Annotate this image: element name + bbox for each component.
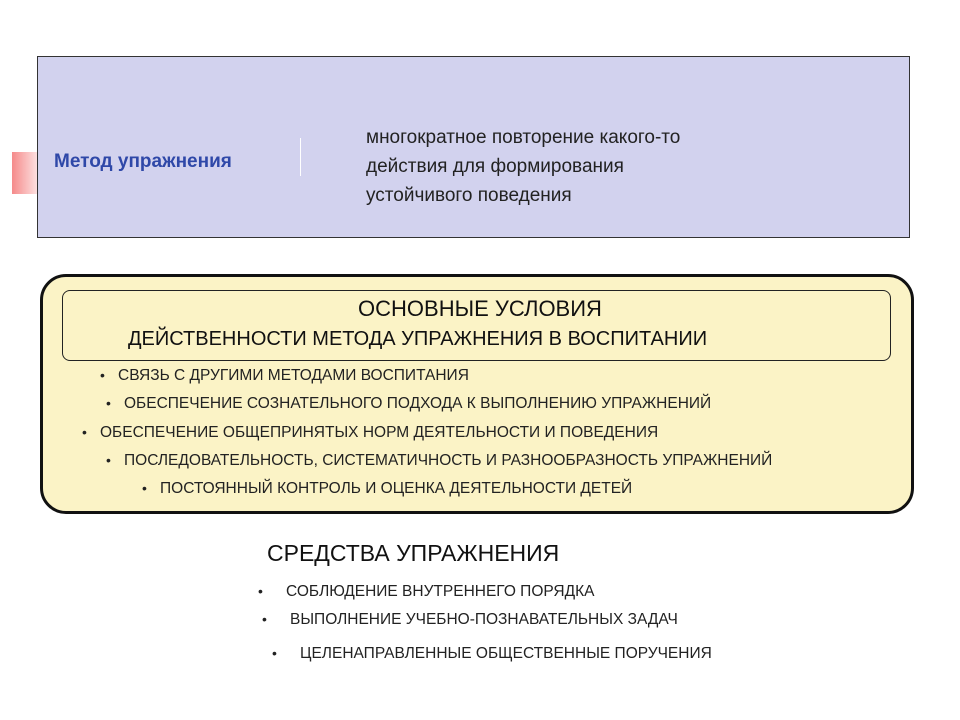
- bullet-icon: •: [258, 583, 263, 599]
- conditions-item-text: ОБЕСПЕЧЕНИЕ ОБЩЕПРИНЯТЫХ НОРМ ДЕЯТЕЛЬНОСТИ И ПОВЕДЕНИЯ: [100, 424, 659, 441]
- means-title: СРЕДСТВА УПРАЖНЕНИЯ: [267, 540, 560, 566]
- means-item-text: СОБЛЮДЕНИЕ ВНУТРЕННЕГО ПОРЯДКА: [286, 583, 595, 600]
- means-item-text: ВЫПОЛНЕНИЕ УЧЕБНО-ПОЗНАВАТЕЛЬНЫХ ЗАДАЧ: [290, 611, 678, 628]
- red-accent-bar: [12, 152, 38, 194]
- conditions-item-text: ОБЕСПЕЧЕНИЕ СОЗНАТЕЛЬНОГО ПОДХОДА К ВЫПОЛНЕНИЮ УПРАЖНЕНИЙ: [124, 395, 712, 412]
- conditions-item: [82, 424, 658, 442]
- means-item: [258, 583, 594, 601]
- conditions-item-text: ПОСТОЯННЫЙ КОНТРОЛЬ И ОЦЕНКА ДЕЯТЕЛЬНОСТИ ДЕТЕЙ: [160, 480, 633, 497]
- conditions-item-text: СВЯЗЬ С ДРУГИМИ МЕТОДАМИ ВОСПИТАНИЯ: [118, 367, 469, 384]
- conditions-item: [142, 480, 632, 498]
- conditions-item: [100, 367, 469, 385]
- bullet-icon: •: [82, 424, 87, 440]
- bullet-icon: •: [106, 452, 111, 468]
- means-item: [272, 645, 712, 663]
- definition-text-line: многократное повторение какого-то: [366, 127, 681, 148]
- means-item: [262, 611, 678, 629]
- bullet-icon: •: [272, 645, 277, 661]
- conditions-item: [106, 395, 711, 413]
- conditions-item: [106, 452, 772, 470]
- bullet-icon: •: [262, 611, 267, 627]
- definition-text-line: устойчивого поведения: [366, 185, 572, 206]
- bullet-icon: •: [106, 395, 111, 411]
- definition-term: Метод упражнения: [54, 151, 232, 172]
- conditions-title: ОСНОВНЫЕ УСЛОВИЯ: [358, 296, 602, 321]
- conditions-item-text: ПОСЛЕДОВАТЕЛЬНОСТЬ, СИСТЕМАТИЧНОСТЬ И РАЗНООБРАЗНОСТЬ УПРАЖНЕНИЙ: [124, 452, 773, 469]
- bullet-icon: •: [142, 480, 147, 496]
- definition-text: [366, 123, 846, 210]
- means-item-text: ЦЕЛЕНАПРАВЛЕННЫЕ ОБЩЕСТВЕННЫЕ ПОРУЧЕНИЯ: [300, 645, 712, 662]
- definition-separator: [300, 138, 301, 176]
- bullet-icon: •: [100, 367, 105, 383]
- conditions-subtitle: ДЕЙСТВЕННОСТИ МЕТОДА УПРАЖНЕНИЯ В ВОСПИТАНИИ: [128, 328, 708, 350]
- definition-text-line: действия для формирования: [366, 156, 624, 177]
